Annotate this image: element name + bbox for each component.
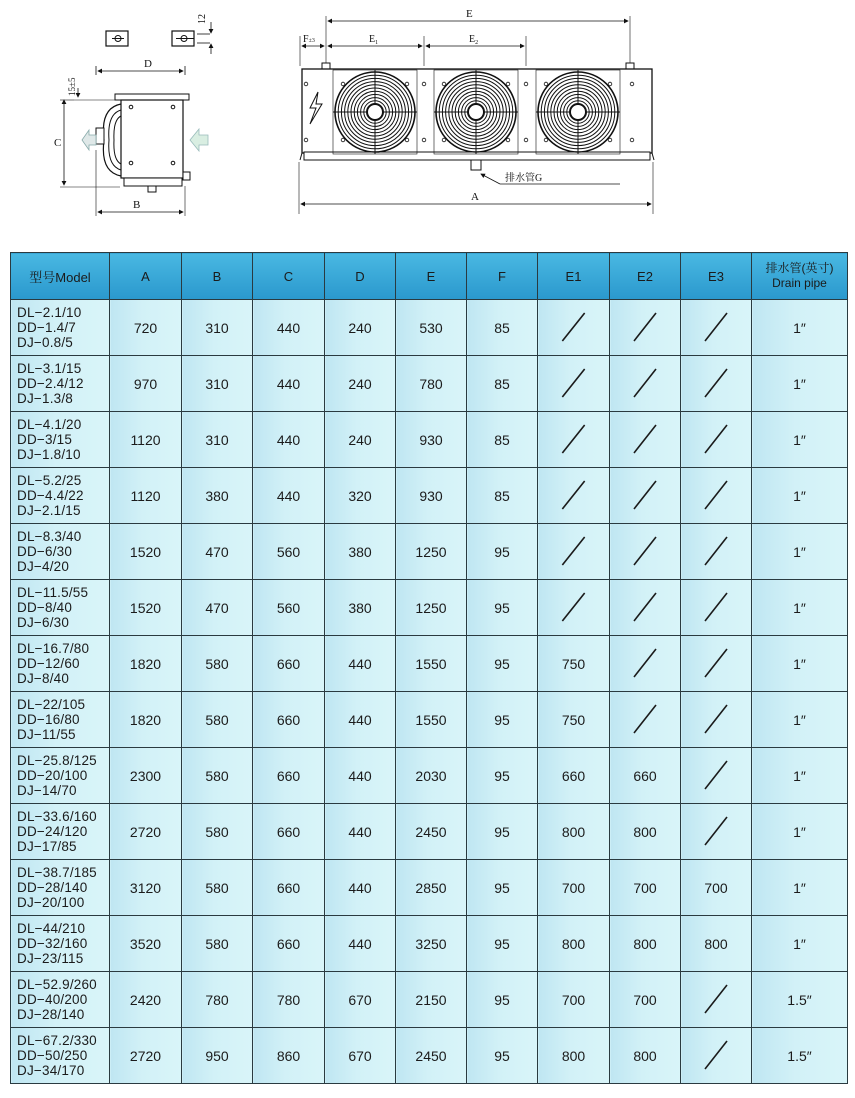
cell-e: 2450 <box>396 1028 467 1084</box>
cell-f: 95 <box>467 1028 538 1084</box>
not-applicable-slash <box>681 412 752 468</box>
cell-e1: 800 <box>538 1028 610 1084</box>
model-name: DL−8.3/40 <box>17 529 82 544</box>
cell-a: 1120 <box>110 468 182 524</box>
slash-icon <box>681 804 751 859</box>
cell-f: 95 <box>467 916 538 972</box>
model-cell <box>11 300 110 356</box>
model-name: DL−52.9/260 <box>17 977 97 992</box>
cell-c: 660 <box>253 636 325 692</box>
cell-e2: 660 <box>610 748 681 804</box>
cell-drain: 1″ <box>752 636 848 692</box>
cell-b: 780 <box>182 972 253 1028</box>
not-applicable-slash <box>610 524 681 580</box>
header-B: B <box>182 253 253 300</box>
model-name: DL−33.6/160 <box>17 809 97 824</box>
dim-D-label: D <box>144 58 152 70</box>
not-applicable-slash <box>681 1028 752 1084</box>
header-drain-cn: 排水管(英寸) <box>765 261 834 275</box>
dim-E1-label: $E_1$ <box>369 34 379 46</box>
cell-c: 780 <box>253 972 325 1028</box>
model-name: DD−2.4/12 <box>17 376 84 391</box>
not-applicable-slash <box>538 580 610 636</box>
cell-drain: 1″ <box>752 804 848 860</box>
model-cell <box>11 524 110 580</box>
model-name: DD−24/120 <box>17 824 88 839</box>
cell-e: 1250 <box>396 580 467 636</box>
cell-e1: 700 <box>538 972 610 1028</box>
model-cell <box>11 1028 110 1084</box>
model-name: DL−5.2/25 <box>17 473 82 488</box>
model-name: DJ−1.3/8 <box>17 391 74 406</box>
table-row <box>11 804 848 860</box>
header-drain-pipe <box>752 253 848 300</box>
cell-e: 2150 <box>396 972 467 1028</box>
table-row <box>11 636 848 692</box>
cell-e3: 700 <box>681 860 752 916</box>
model-name: DD−20/100 <box>17 768 88 783</box>
cell-d: 240 <box>325 356 396 412</box>
table-row <box>11 356 848 412</box>
not-applicable-slash <box>610 356 681 412</box>
cell-c: 860 <box>253 1028 325 1084</box>
header-model: 型号Model <box>11 253 110 300</box>
cell-f: 95 <box>467 524 538 580</box>
cell-a: 970 <box>110 356 182 412</box>
cell-c: 660 <box>253 860 325 916</box>
model-name: DJ−6/30 <box>17 615 70 630</box>
cell-drain: 1″ <box>752 412 848 468</box>
model-name: DD−32/160 <box>17 936 88 951</box>
cell-f: 85 <box>467 356 538 412</box>
cell-f: 85 <box>467 468 538 524</box>
slash-icon <box>681 524 751 579</box>
cell-e1: 700 <box>538 860 610 916</box>
cell-d: 440 <box>325 636 396 692</box>
slash-icon <box>538 356 609 411</box>
not-applicable-slash <box>681 300 752 356</box>
table-row <box>11 1028 848 1084</box>
cell-f: 95 <box>467 580 538 636</box>
cell-c: 440 <box>253 412 325 468</box>
cell-b: 470 <box>182 580 253 636</box>
model-name: DL−3.1/15 <box>17 361 82 376</box>
cell-drain: 1″ <box>752 580 848 636</box>
header-drain-en: Drain pipe <box>772 276 827 290</box>
cell-b: 580 <box>182 748 253 804</box>
not-applicable-slash <box>681 692 752 748</box>
dim-C-label: C <box>54 137 62 149</box>
cell-c: 440 <box>253 356 325 412</box>
not-applicable-slash <box>681 580 752 636</box>
cell-a: 1520 <box>110 524 182 580</box>
side-view <box>54 58 208 216</box>
not-applicable-slash <box>681 356 752 412</box>
not-applicable-slash <box>538 300 610 356</box>
slash-icon <box>681 300 751 355</box>
model-name: DJ−34/170 <box>17 1063 85 1078</box>
technical-drawing <box>0 0 855 235</box>
cell-c: 660 <box>253 804 325 860</box>
cell-drain: 1.5″ <box>752 1028 848 1084</box>
cell-c: 660 <box>253 916 325 972</box>
drain-pipe-label: 排水管G <box>505 173 543 184</box>
not-applicable-slash <box>610 412 681 468</box>
cell-b: 580 <box>182 916 253 972</box>
slash-icon <box>538 300 609 355</box>
dim-A-label: A <box>471 191 479 203</box>
cell-e2: 800 <box>610 804 681 860</box>
cell-b: 310 <box>182 412 253 468</box>
model-name: DJ−11/55 <box>17 727 76 742</box>
model-name: DL−67.2/330 <box>17 1033 97 1048</box>
model-name: DD−1.4/7 <box>17 320 77 335</box>
slash-icon <box>538 524 609 579</box>
table-row <box>11 468 848 524</box>
slash-icon <box>681 580 751 635</box>
model-name: DJ−1.8/10 <box>17 447 81 462</box>
model-cell <box>11 804 110 860</box>
header-E1: E1 <box>538 253 610 300</box>
table-row <box>11 860 848 916</box>
model-name: DJ−17/85 <box>17 839 77 854</box>
model-cell <box>11 860 110 916</box>
slash-icon <box>681 636 751 691</box>
cell-e: 2450 <box>396 804 467 860</box>
not-applicable-slash <box>610 692 681 748</box>
pipe-detail-icon <box>106 31 128 46</box>
cell-c: 660 <box>253 748 325 804</box>
table-body <box>11 300 848 1084</box>
cell-f: 85 <box>467 412 538 468</box>
model-name: DL−44/210 <box>17 921 86 936</box>
cell-f: 95 <box>467 860 538 916</box>
cell-d: 440 <box>325 860 396 916</box>
cell-a: 1820 <box>110 692 182 748</box>
table-row <box>11 580 848 636</box>
header-C: C <box>253 253 325 300</box>
dim-F-label: F±3 <box>303 34 315 45</box>
cell-f: 95 <box>467 748 538 804</box>
cell-e: 930 <box>396 412 467 468</box>
not-applicable-slash <box>610 636 681 692</box>
cell-d: 380 <box>325 524 396 580</box>
slash-icon <box>681 748 751 803</box>
cell-e1: 800 <box>538 916 610 972</box>
dim-15-label: 15±5 <box>67 77 77 96</box>
header-A: A <box>110 253 182 300</box>
cell-d: 380 <box>325 580 396 636</box>
model-name: DJ−28/140 <box>17 1007 85 1022</box>
not-applicable-slash <box>538 356 610 412</box>
table-row <box>11 692 848 748</box>
slash-icon <box>681 412 751 467</box>
model-name: DL−2.1/10 <box>17 305 82 320</box>
model-name: DD−6/30 <box>17 544 73 559</box>
table-row <box>11 300 848 356</box>
cell-e1: 660 <box>538 748 610 804</box>
cell-e: 2850 <box>396 860 467 916</box>
cell-c: 560 <box>253 580 325 636</box>
table-row <box>11 972 848 1028</box>
cell-d: 670 <box>325 972 396 1028</box>
cell-drain: 1.5″ <box>752 972 848 1028</box>
not-applicable-slash <box>681 748 752 804</box>
cell-a: 2720 <box>110 804 182 860</box>
model-name: DJ−2.1/15 <box>17 503 81 518</box>
header-E3: E3 <box>681 253 752 300</box>
slash-icon <box>610 412 680 467</box>
slash-icon <box>681 972 751 1027</box>
model-name: DL−16.7/80 <box>17 641 90 656</box>
cell-a: 3520 <box>110 916 182 972</box>
cell-e: 780 <box>396 356 467 412</box>
dim-B-label: B <box>133 199 141 211</box>
model-name: DJ−0.8/5 <box>17 335 74 350</box>
drain-detail-icon <box>172 14 211 54</box>
cell-drain: 1″ <box>752 300 848 356</box>
cell-e1: 750 <box>538 636 610 692</box>
slash-icon <box>610 356 680 411</box>
cell-b: 310 <box>182 300 253 356</box>
cell-e2: 800 <box>610 1028 681 1084</box>
slash-icon <box>538 468 609 523</box>
model-name: DD−40/200 <box>17 992 88 1007</box>
cell-e2: 700 <box>610 972 681 1028</box>
cell-drain: 1″ <box>752 916 848 972</box>
cell-e: 1550 <box>396 692 467 748</box>
cell-e: 1550 <box>396 636 467 692</box>
cell-f: 95 <box>467 636 538 692</box>
cell-f: 95 <box>467 972 538 1028</box>
cell-e2: 800 <box>610 916 681 972</box>
cell-b: 580 <box>182 860 253 916</box>
cell-f: 95 <box>467 692 538 748</box>
cell-c: 440 <box>253 468 325 524</box>
slash-icon <box>681 692 751 747</box>
cell-a: 1520 <box>110 580 182 636</box>
not-applicable-slash <box>681 524 752 580</box>
not-applicable-slash <box>610 580 681 636</box>
model-name: DD−50/250 <box>17 1048 88 1063</box>
cell-f: 85 <box>467 300 538 356</box>
cell-a: 720 <box>110 300 182 356</box>
model-name: DD−12/60 <box>17 656 80 671</box>
not-applicable-slash <box>681 636 752 692</box>
model-name: DL−11.5/55 <box>17 585 89 600</box>
dim-12-label: 12 <box>197 14 208 24</box>
model-name: DD−16/80 <box>17 712 80 727</box>
cell-drain: 1″ <box>752 356 848 412</box>
cell-d: 440 <box>325 804 396 860</box>
model-cell <box>11 972 110 1028</box>
not-applicable-slash <box>681 972 752 1028</box>
cell-a: 3120 <box>110 860 182 916</box>
slash-icon <box>538 412 609 467</box>
not-applicable-slash <box>681 468 752 524</box>
header-E2: E2 <box>610 253 681 300</box>
cell-drain: 1″ <box>752 860 848 916</box>
cell-a: 1120 <box>110 412 182 468</box>
cell-a: 1820 <box>110 636 182 692</box>
cell-a: 2720 <box>110 1028 182 1084</box>
model-cell <box>11 748 110 804</box>
model-cell <box>11 916 110 972</box>
table-row <box>11 412 848 468</box>
cell-d: 240 <box>325 300 396 356</box>
not-applicable-slash <box>610 468 681 524</box>
slash-icon <box>681 1028 751 1083</box>
cell-d: 240 <box>325 412 396 468</box>
cell-e3: 800 <box>681 916 752 972</box>
not-applicable-slash <box>681 804 752 860</box>
cell-d: 440 <box>325 748 396 804</box>
model-cell <box>11 692 110 748</box>
slash-icon <box>610 580 680 635</box>
model-name: DD−4.4/22 <box>17 488 84 503</box>
specification-table <box>10 252 848 1084</box>
slash-icon <box>538 580 609 635</box>
front-view <box>299 8 654 214</box>
model-name: DJ−8/40 <box>17 671 70 686</box>
cell-e1: 750 <box>538 692 610 748</box>
cell-d: 670 <box>325 1028 396 1084</box>
cell-b: 950 <box>182 1028 253 1084</box>
cell-f: 95 <box>467 804 538 860</box>
cell-e: 530 <box>396 300 467 356</box>
cell-d: 320 <box>325 468 396 524</box>
header-F: F <box>467 253 538 300</box>
cell-e: 1250 <box>396 524 467 580</box>
table-row <box>11 524 848 580</box>
model-cell <box>11 356 110 412</box>
slash-icon <box>610 636 680 691</box>
cell-b: 580 <box>182 636 253 692</box>
not-applicable-slash <box>538 524 610 580</box>
model-name: DJ−4/20 <box>17 559 70 574</box>
cell-d: 440 <box>325 692 396 748</box>
model-cell <box>11 580 110 636</box>
model-name: DD−8/40 <box>17 600 73 615</box>
cell-e: 2030 <box>396 748 467 804</box>
cell-drain: 1″ <box>752 748 848 804</box>
model-name: DJ−14/70 <box>17 783 77 798</box>
model-name: DJ−23/115 <box>17 951 84 966</box>
slash-icon <box>610 692 680 747</box>
model-name: DL−38.7/185 <box>17 865 97 880</box>
cell-e1: 800 <box>538 804 610 860</box>
slash-icon <box>610 468 680 523</box>
cell-d: 440 <box>325 916 396 972</box>
header-D: D <box>325 253 396 300</box>
cell-c: 560 <box>253 524 325 580</box>
model-name: DD−28/140 <box>17 880 88 895</box>
cell-a: 2300 <box>110 748 182 804</box>
slash-icon <box>610 300 680 355</box>
model-cell <box>11 412 110 468</box>
slash-icon <box>681 468 751 523</box>
table-header-row <box>11 253 848 300</box>
dim-E2-label: $E_2$ <box>469 34 479 46</box>
not-applicable-slash <box>610 300 681 356</box>
model-cell <box>11 468 110 524</box>
cell-drain: 1″ <box>752 468 848 524</box>
not-applicable-slash <box>538 412 610 468</box>
cell-b: 580 <box>182 692 253 748</box>
header-E: E <box>396 253 467 300</box>
dim-E-label: E <box>466 8 473 20</box>
cell-b: 380 <box>182 468 253 524</box>
cell-b: 470 <box>182 524 253 580</box>
model-name: DL−22/105 <box>17 697 86 712</box>
cell-c: 660 <box>253 692 325 748</box>
cell-e: 3250 <box>396 916 467 972</box>
model-cell <box>11 636 110 692</box>
slash-icon <box>610 524 680 579</box>
cell-e2: 700 <box>610 860 681 916</box>
table-row <box>11 748 848 804</box>
cell-drain: 1″ <box>752 524 848 580</box>
cell-drain: 1″ <box>752 692 848 748</box>
cell-b: 310 <box>182 356 253 412</box>
model-name: DJ−20/100 <box>17 895 85 910</box>
cell-e: 930 <box>396 468 467 524</box>
slash-icon <box>681 356 751 411</box>
cell-a: 2420 <box>110 972 182 1028</box>
model-name: DL−4.1/20 <box>17 417 82 432</box>
table-row <box>11 916 848 972</box>
cell-b: 580 <box>182 804 253 860</box>
model-name: DD−3/15 <box>17 432 73 447</box>
model-name: DL−25.8/125 <box>17 753 97 768</box>
not-applicable-slash <box>538 468 610 524</box>
cell-c: 440 <box>253 300 325 356</box>
